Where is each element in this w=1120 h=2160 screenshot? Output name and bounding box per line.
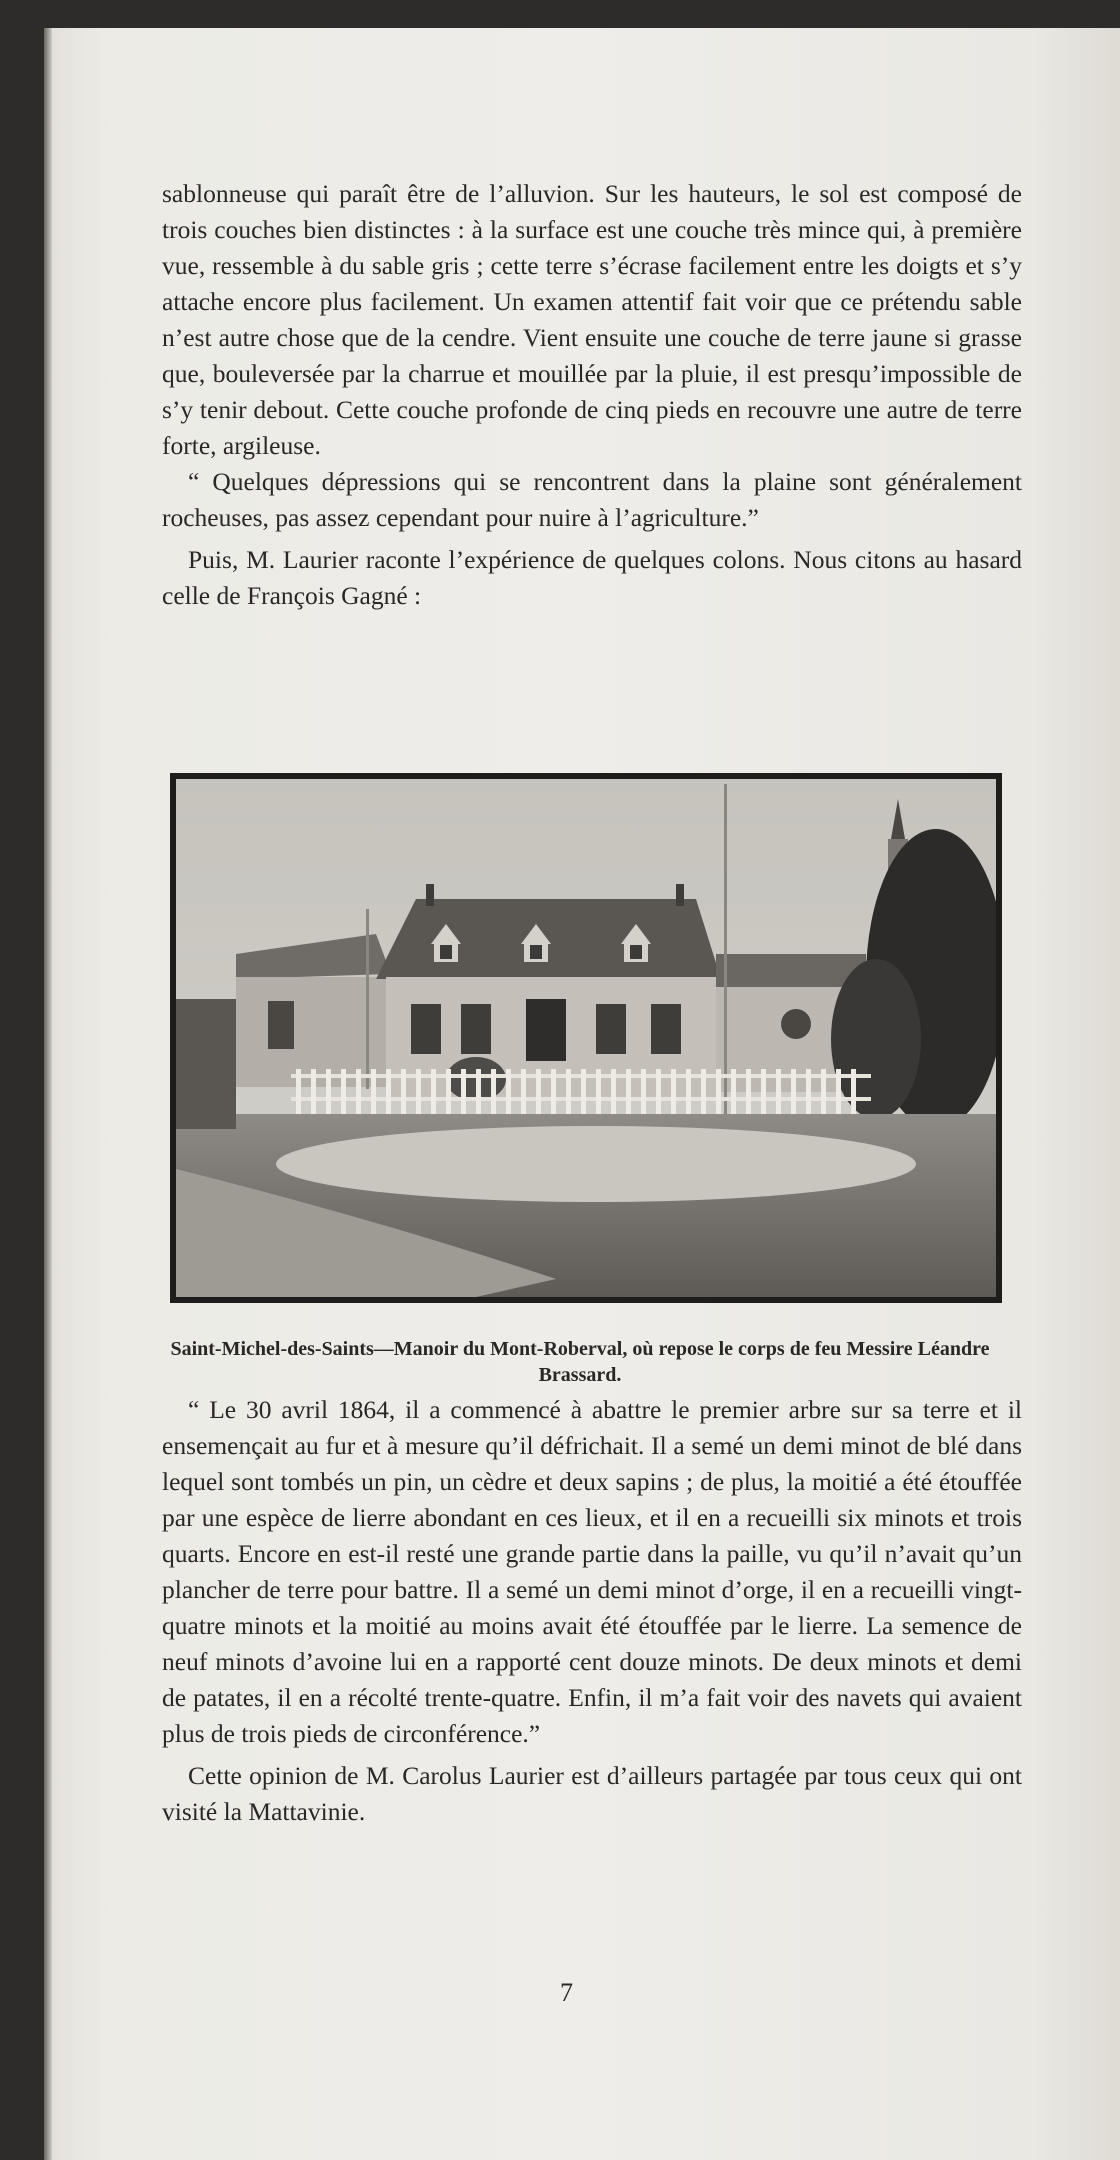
text-block-top <box>162 176 1022 614</box>
page-number: 7 <box>560 1978 573 2007</box>
paragraph-conclusion: Cette opinion de M. Carolus Laurier est d’ailleurs partagée par tous ceux qui ont visité la Mattavinie. <box>162 1761 1022 1826</box>
paragraph-depressions-quote: “ Quelques dépressions qui se rencontrent dans la plaine sont généralement rocheuses, pas assez cependant pour nuire à l’agriculture.” <box>162 467 1022 532</box>
text-block-bottom <box>162 1392 1022 1830</box>
paragraph-laurier-intro: Puis, M. Laurier raconte l’expérience de quelques colons. Nous citons au hasard celle de François Gagné : <box>162 545 1022 610</box>
page-binding-edge <box>44 28 52 2160</box>
paragraph-soil-description: sablonneuse qui paraît être de l’alluvion. Sur les hauteurs, le sol est composé de trois couches bien distinctes : à la surface est une couche très mince qui, à première vue, ressemble à du sable gris ; cette terre s’écrase facilement entre les doigts et s’y attache encore plus facilement. Un examen attentif fait voir que ce prétendu sable n’est autre chose que de la cendre. Vient ensuite une couche de terre jaune si grasse que, bouleversée par la charrue et mouillée par la pluie, il est presqu’impossible de s’y tenir debout. Cette couche profonde de cinq pieds en recouvre une autre de terre forte, argileuse. <box>162 179 1022 460</box>
photo-caption: Saint-Michel-des-Saints—Manoir du Mont-Roberval, où repose le corps de feu Messire Léandre Brassard. <box>170 1338 990 1386</box>
paragraph-gagne-quote: “ Le 30 avril 1864, il a commencé à abattre le premier arbre sur sa terre et il ensemençait au fur et à mesure qu’il défrichait. Il a semé un demi minot de blé dans lequel sont tombés un pin, un cèdre et deux sapins ; de plus, la moitié a été étouffée par une espèce de lierre abondant en ces lieux, et il en a recueilli six minots et trois quarts. Encore en est-il resté une grande partie dans la paille, vu qu’il n’avait qu’un plancher de terre pour battre. Il a semé un demi minot d’orge, il en a recueilli vingt-quatre minots et la moitié au moins avait été étouffée par le lierre. La semence de neuf minots d’avoine lui en a rapporté cent douze minots. De deux minots et demi de patates, il en a récolté trente-quatre. Enfin, il m’a fait voir des navets qui avaient plus de trois pieds de circonférence.” <box>162 1395 1022 1748</box>
manor-photograph <box>170 773 1002 1303</box>
manor-photograph-image <box>176 779 996 1297</box>
